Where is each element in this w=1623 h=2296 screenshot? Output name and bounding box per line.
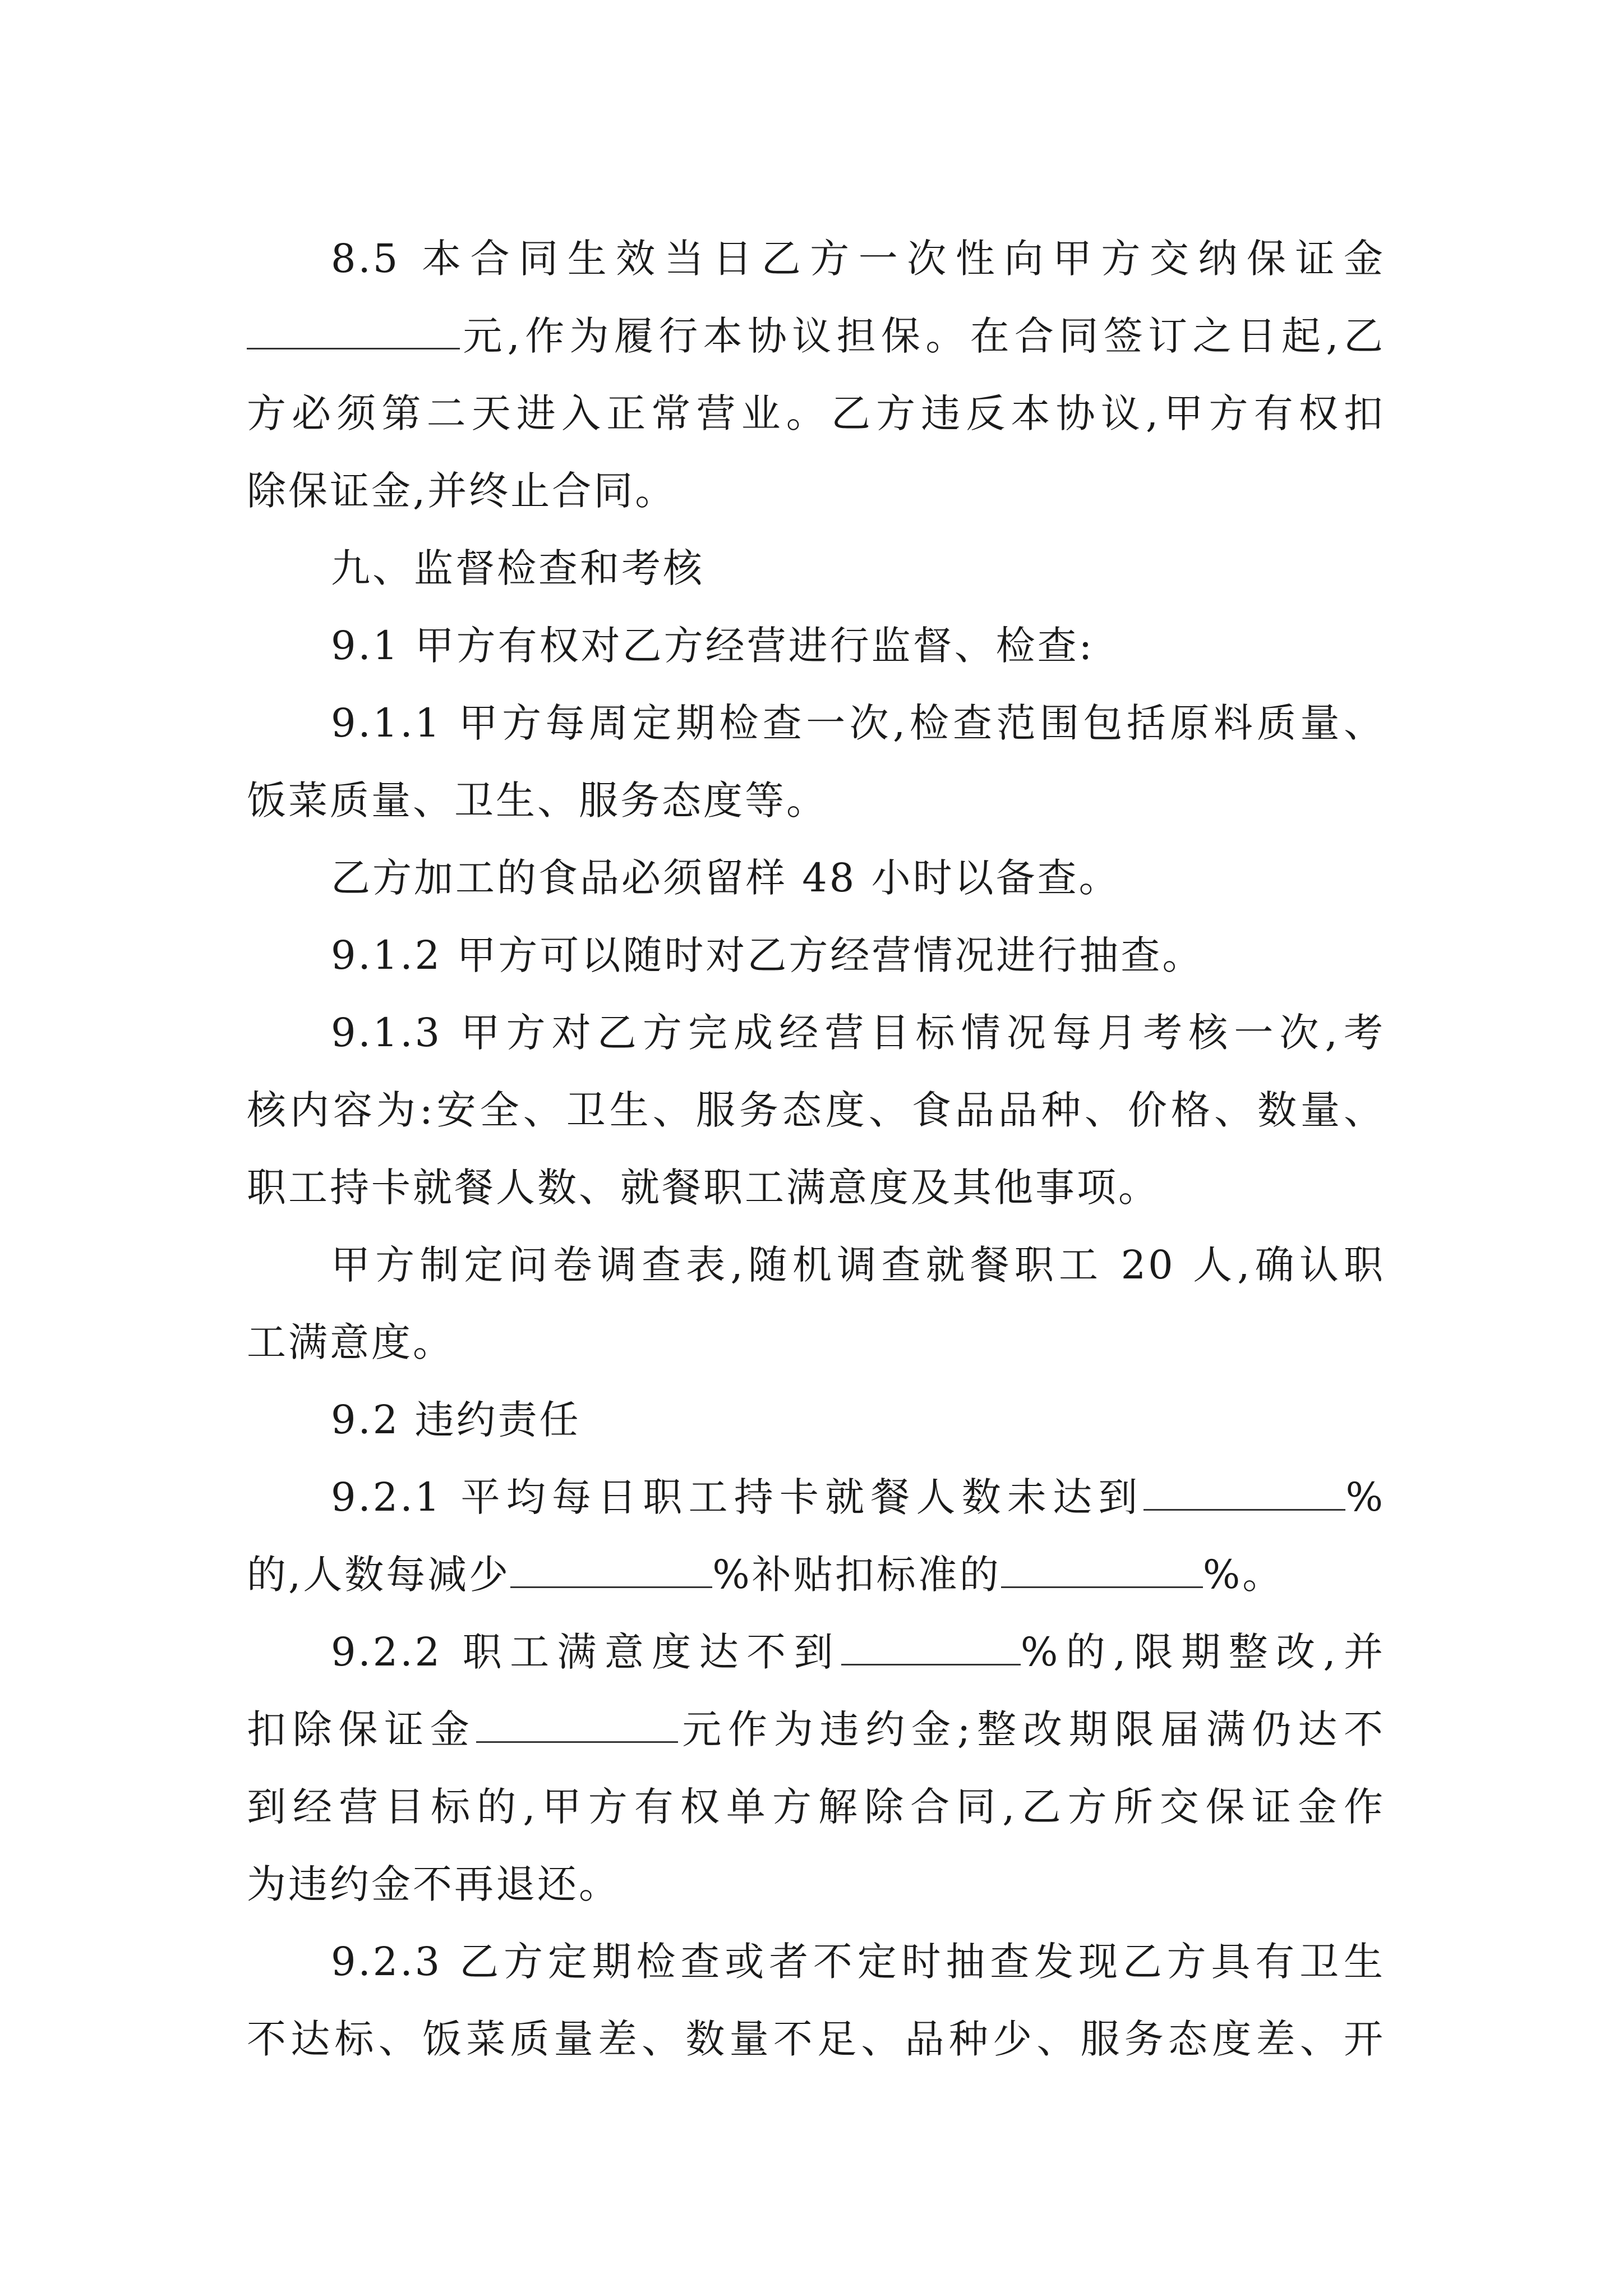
clause-9-1-1-line-1: 9.1.1 甲方每周定期检查一次,检查范围包括原料质量、 — [331, 700, 1385, 746]
clause-9-1-3-line-1: 9.1.3 甲方对乙方完成经营目标情况每月考核一次,考 — [331, 1010, 1385, 1056]
survey-paragraph-line-1: 甲方制定问卷调查表,随机调查就餐职工 20 人,确认职 — [331, 1242, 1385, 1288]
clause-9-2-2-line-4: 为违约金不再退还。 — [247, 1861, 620, 1907]
section-9-heading: 九、监督检查和考核 — [331, 545, 704, 591]
clause-9-2-1-line-1 — [247, 1458, 1385, 1536]
sample-retention-paragraph: 乙方加工的食品必须留样 48 小时以备查。 — [331, 855, 1121, 901]
clause-9-2-2-text-b: %的,限期整改,并 — [1020, 1629, 1386, 1675]
clause-8-5-line-2 — [247, 297, 1385, 375]
clause-9-2-2-line-1 — [247, 1613, 1385, 1691]
clause-9-2-1-line-2 — [247, 1536, 1385, 1613]
clause-9-2-1-text-a: 9.2.1 平均每日职工持卡就餐人数未达到 — [331, 1474, 1144, 1520]
clause-9-2-3-line-2: 不达标、饭菜质量差、数量不足、品种少、服务态度差、开 — [247, 2016, 1385, 2062]
clause-9-2-2-text-a: 9.2.2 职工满意度达不到 — [331, 1629, 841, 1675]
clause-9-2-2-text-d: 元作为违约金;整改期限届满仍达不 — [677, 1706, 1385, 1752]
satisfaction-rate-blank — [841, 1632, 1021, 1665]
subsidy-deduction-blank — [1001, 1555, 1203, 1588]
clause-9-2-1-text-c: 的,人数每减少 — [247, 1552, 511, 1598]
clause-9-2-1-text-d: %补贴扣标准的 — [712, 1552, 1001, 1598]
clause-9-2-3-line-1: 9.2.3 乙方定期检查或者不定时抽查发现乙方具有卫生 — [331, 1939, 1385, 1985]
clause-9-1-3-line-2: 核内容为:安全、卫生、服务态度、食品品种、价格、数量、 — [247, 1087, 1385, 1133]
headcount-reduction-blank — [510, 1555, 712, 1588]
clause-9-2-1-text-b: % — [1345, 1474, 1385, 1520]
deposit-amount-blank — [247, 316, 460, 349]
clause-9-1: 9.1 甲方有权对乙方经营进行监督、检查: — [331, 623, 1095, 669]
clause-9-2-2-line-3: 到经营目标的,甲方有权单方解除合同,乙方所交保证金作 — [247, 1784, 1385, 1830]
clause-9-1-1-line-2: 饭菜质量、卫生、服务态度等。 — [247, 777, 828, 823]
clause-9-1-3-line-3: 职工持卡就餐人数、就餐职工满意度及其他事项。 — [247, 1165, 1160, 1211]
clause-8-5-line-4: 除保证金,并终止合同。 — [247, 468, 677, 514]
clause-9-2-heading: 9.2 违约责任 — [331, 1397, 581, 1443]
clause-8-5-line-1: 8.5 本合同生效当日乙方一次性向甲方交纳保证金 — [331, 236, 1385, 282]
card-dining-rate-blank — [1144, 1478, 1345, 1511]
clause-9-1-2: 9.1.2 甲方可以随时对乙方经营情况进行抽查。 — [331, 932, 1204, 978]
clause-8-5-line-2-text: 元,作为履行本协议担保。在合同签订之日起,乙 — [460, 313, 1385, 359]
clause-8-5-line-3: 方必须第二天进入正常营业。乙方违反本协议,甲方有权扣 — [247, 390, 1385, 436]
penalty-amount-blank — [476, 1710, 678, 1743]
clause-9-2-2-text-c: 扣除保证金 — [247, 1706, 476, 1752]
survey-paragraph-line-2: 工满意度。 — [247, 1319, 454, 1365]
clause-9-2-1-text-e: %。 — [1202, 1552, 1284, 1598]
document-page — [247, 220, 1385, 2078]
clause-9-2-2-line-2 — [247, 1691, 1385, 1768]
